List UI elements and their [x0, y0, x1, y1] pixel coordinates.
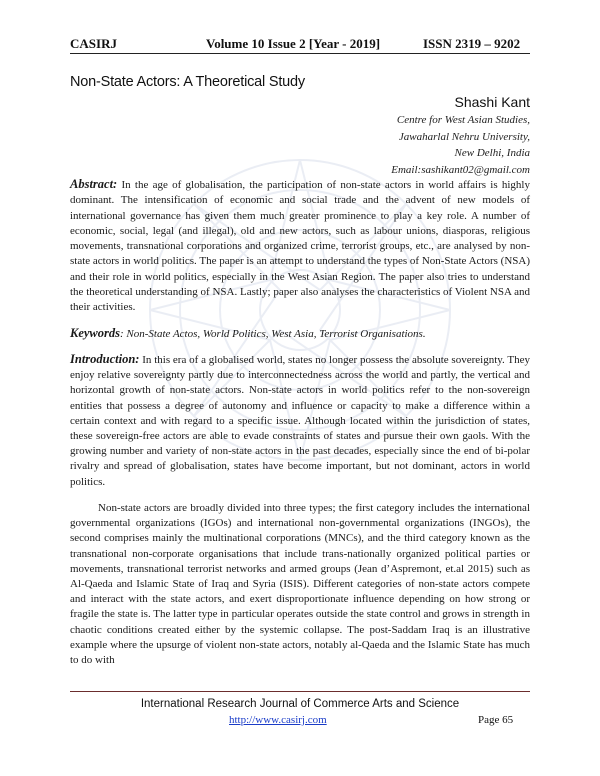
keywords-text: : Non-State Actos, World Politics, West Asia, Terrorist Organisations. — [120, 328, 426, 340]
abstract-label: Abstract: — [70, 177, 118, 191]
keywords-label: Keywords — [70, 326, 120, 340]
footer-journal-link[interactable]: http://www.casirj.com — [229, 714, 327, 726]
article-title: Non-State Actors: A Theoretical Study — [70, 74, 305, 90]
affiliation-line: Centre for West Asian Studies, — [396, 114, 530, 126]
header-journal: CASIRJ — [70, 36, 117, 51]
abstract — [70, 177, 530, 316]
abstract-text: In the age of globalisation, the participation of non-state actors in world affairs is highly dominant. The intensification of economic and social trade and the advent of new models of international governance has given them much greater prominence to play a key role. A number of economic, social, legal (and illegal), old and new actors, such as labour unions, diasporas, religious movements, transnational corporations and organized crime, terrorist groups, etc., are analysed by non-state actors in world politics. The paper is an attempt to understand the types of Non-State Actors (NSA) and their role in world politics, especially in the West Asian Region. The paper also tries to understand the theoretical understanding of NSA. Lastly; paper also analyses the characteristics of Violent NSA and their activities. — [70, 179, 530, 314]
introduction-paragraph-2: Non-state actors are broadly divided into three types; the first category includes the international governmental organizations (IGOs) and international non-governmental organizations (INGOs), the second comprises mainly the multinational corporations (MNCs), and the third category known as the transnational non-corporate organisations that include trans-nationally organized political parties or movements, transnational terrorist networks and armed groups (Jean d’Aspremont, et.al 2015) such as Al-Qaeda and Islamic State of Iraq and Syria (ISIS). Different categories of non-state actors compete and interact with the state actors, and exert disproportionate influence depending on how strong or fragile the state is. The latter type in particular operates outside the state control and grows in strength in chaotic conditions created either by the systemic collapse. The post-Saddam Iraq is an illustrative example where the upsurge of violent non-state actors, notably al-Qaeda and the Islamic State has much to do with — [70, 502, 530, 667]
introduction-text: In this era of a globalised world, states no longer possess the absolute sovereignty. They enjoy relative sovereignty partly due to interconnectedness across the world and partly, the vertical and horizontal growth of non-state actors. Non-state actors in world politics refer to the non-sovereign entities that possess a degree of autonomy and influence or capacity to make a difference within a certain context and with regard to a specific issue. Although located within the jurisdiction of states, these sovereign-free actors are able to evade constraints of states and pursue their own gaols. With the growing number and variety of non-state actors in the past decades, especially since the end of bi-polar rivalry and spread of globalisation, states have become important, but not dominant, actors in world politics. — [70, 354, 530, 488]
author-email: Email:sashikant02@gmail.com — [391, 163, 530, 176]
author-name: Shashi Kant — [454, 94, 530, 110]
footer-divider — [70, 691, 530, 692]
keywords — [70, 326, 530, 342]
affiliation-line: Jawaharlal Nehru University, — [398, 130, 530, 143]
affiliation-line: New Delhi, India — [454, 147, 530, 159]
footer-journal: International Research Journal of Commerce Arts and Science — [140, 698, 460, 710]
header-divider — [70, 53, 530, 54]
header-issn: ISSN 2319 – 9202 — [423, 36, 521, 51]
page-number: Page 65 — [478, 714, 514, 726]
introduction — [70, 352, 530, 490]
introduction-label: Introduction: — [70, 352, 140, 366]
author-affiliation — [391, 112, 530, 178]
header-volume: Volume 10 Issue 2 [Year - 2019] — [206, 36, 381, 51]
